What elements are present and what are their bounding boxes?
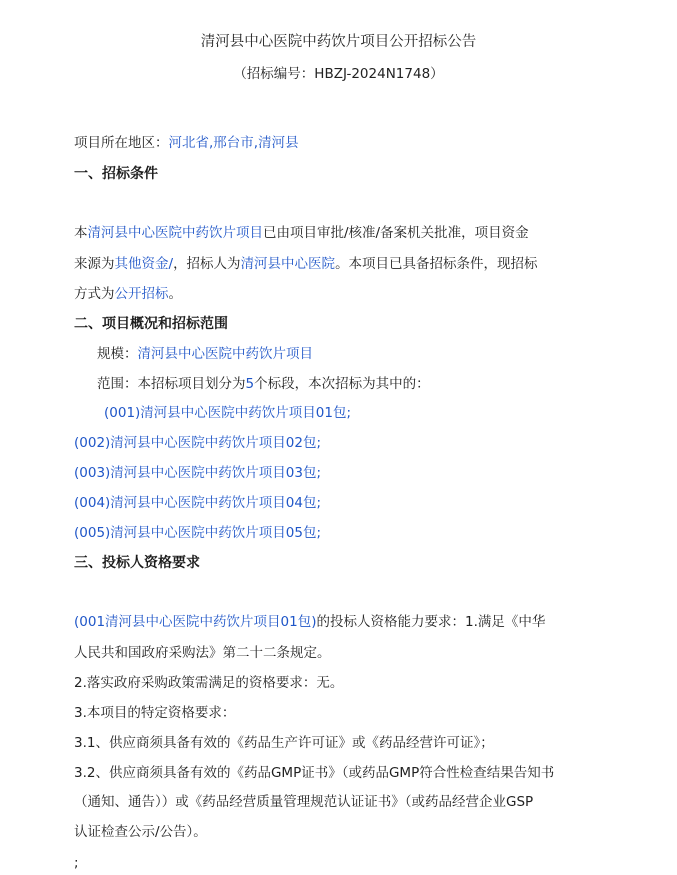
- lot-item: (005)清河县中心医院中药饮片项目05包;: [74, 525, 322, 541]
- project-location: [74, 133, 299, 153]
- scale-value: 清河县中心医院中药饮片项目: [137, 346, 313, 362]
- qualification-line-9: ;: [74, 855, 79, 871]
- text: 。本项目已具备招标条件，现招标: [335, 256, 538, 272]
- conditions-line-3: [74, 284, 182, 304]
- fund-source: 其他资金/: [114, 256, 174, 272]
- location-value: 河北省,邢台市,清河县: [168, 135, 299, 151]
- qualification-line-5: 3.1、供应商须具备有效的《药品生产许可证》或《药品经营许可证》；: [74, 735, 494, 751]
- qualification-line-1: [74, 612, 545, 632]
- section-heading-overview: 二、项目概况和招标范围: [74, 316, 228, 332]
- text: 已由项目审批/核准/备案机关批准，项目资金: [263, 225, 529, 241]
- tender-number: （招标编号：HBZJ-2024N1748）: [233, 66, 444, 82]
- section-heading-conditions: 一、招标条件: [74, 166, 158, 182]
- qualification-line-3: 2.落实政府采购政策需满足的资格要求：无。: [74, 675, 344, 691]
- text: 的投标人资格能力要求：1.满足《中华: [316, 614, 546, 630]
- tender-method: 公开招标: [114, 286, 169, 302]
- lot-item: (004)清河县中心医院中药饮片项目04包;: [74, 495, 322, 511]
- lot-count: 5: [245, 376, 255, 392]
- qualification-line-7: （通知、通告））或《药品经营质量管理规范认证证书》（或药品经营企业GSP: [74, 794, 534, 810]
- lot-item: (002)清河县中心医院中药饮片项目02包;: [74, 435, 322, 451]
- scope-label: 范围：本招标项目划分为: [97, 376, 246, 392]
- conditions-line-2: [74, 254, 538, 274]
- lot-reference: (001清河县中心医院中药饮片项目01包): [74, 614, 317, 630]
- text: 来源为: [74, 256, 115, 272]
- lot-item: (003)清河县中心医院中药饮片项目03包;: [74, 465, 322, 481]
- project-scale: [97, 344, 313, 364]
- qualification-line-6: 3.2、供应商须具备有效的《药品GMP证书》（或药品GMP符合性检查结果告知书: [74, 765, 555, 781]
- location-label: 项目所在地区：: [74, 135, 169, 151]
- lot-item: (001)清河县中心医院中药饮片项目01包;: [104, 405, 352, 421]
- page-title: 清河县中心医院中药饮片项目公开招标公告: [200, 34, 477, 50]
- text: 方式为: [74, 286, 115, 302]
- tenderer-name: 清河县中心医院: [240, 256, 336, 272]
- qualification-line-8: 认证检查公示/公告）。: [74, 824, 207, 840]
- qualification-line-4: 3.本项目的特定资格要求：: [74, 705, 236, 721]
- conditions-line-1: [74, 223, 529, 243]
- text: 本: [74, 225, 88, 241]
- text: ，招标人为: [173, 256, 241, 272]
- project-name: 清河县中心医院中药饮片项目: [87, 225, 263, 241]
- qualification-line-2: 人民共和国政府采购法》第二十二条规定。: [74, 645, 331, 661]
- scale-label: 规模：: [97, 346, 138, 362]
- section-heading-qualification: 三、投标人资格要求: [74, 555, 200, 571]
- text: 。: [168, 286, 182, 302]
- project-scope: [97, 374, 430, 394]
- scope-text: 个标段，本次招标为其中的：: [254, 376, 430, 392]
